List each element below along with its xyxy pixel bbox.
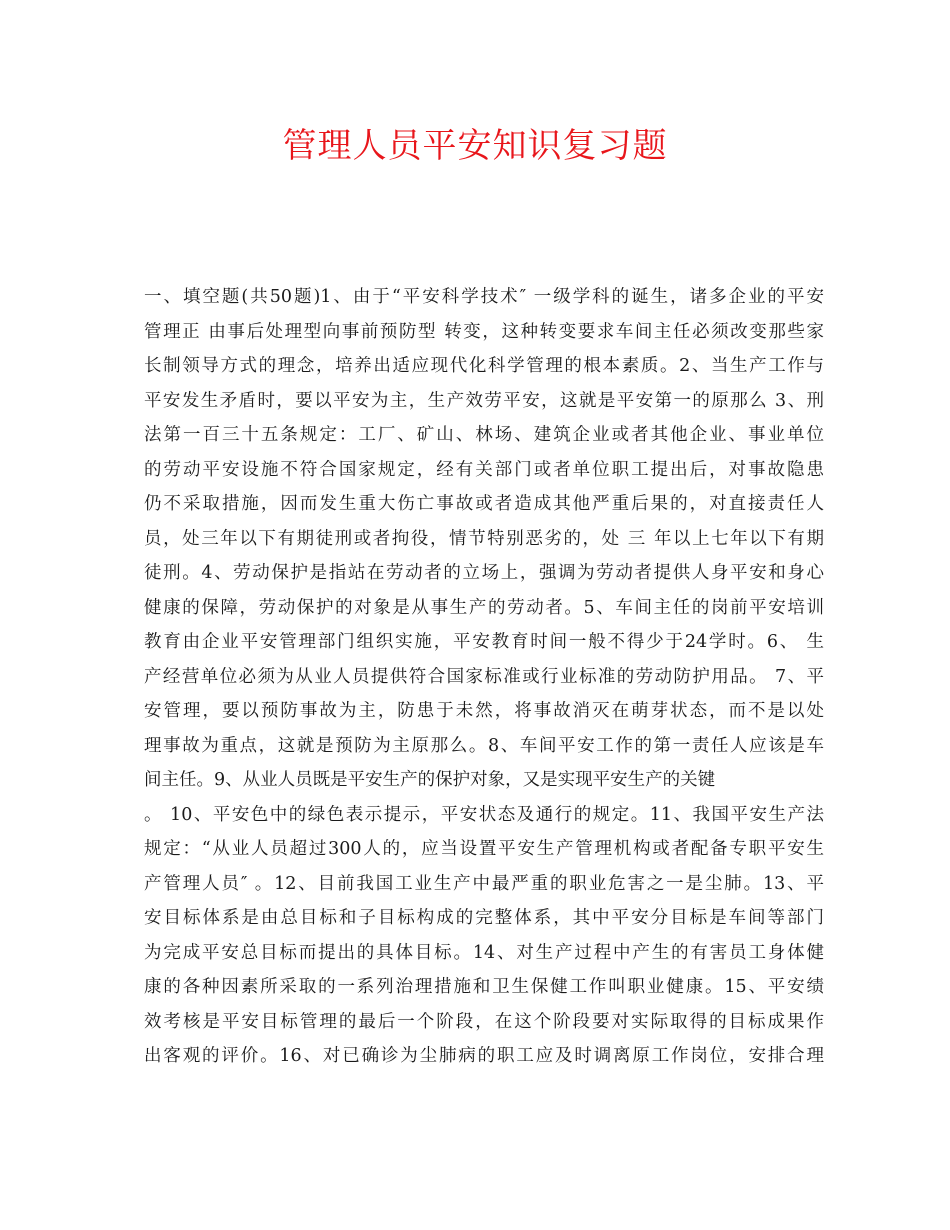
body-text-line: 出客观的评价。16、对已确诊为尘肺病的职工应及时调离原工作岗位，安排合理: [144, 1046, 824, 1066]
body-text-line: 徒刑。4、劳动保护是指站在劳动者的立场上，强调为劳动者提供人身平安和身心: [144, 563, 824, 583]
body-text-line: 。 10、平安色中的绿色表示提示，平安状态及通行的规定。11、我国平安生产法: [144, 804, 824, 825]
body-text-line: 健康的保障，劳动保护的对象是从事生产的劳动者。5、车间主任的岗前平安培训: [144, 597, 824, 618]
document-title: 管理人员平安知识复习题: [282, 126, 668, 166]
body-text-line: 一、填空题(共50题)1、由于“平安科学技术″ 一级学科的诞生，诸多企业的平安: [144, 287, 824, 307]
body-text-line: 间主任。9、从业人员既是平安生产的保护对象，又是实现平安生产的关键: [144, 770, 716, 790]
body-text-line: 康的各种因素所采取的一系列治理措施和卫生保健工作叫职业健康。15、平安绩: [144, 977, 824, 997]
body-text-line: 员，处三年以下有期徒刑或者拘役，情节特别恶劣的，处 三 年以上七年以下有期: [144, 528, 824, 549]
body-text-line: 的劳动平安设施不符合国家规定，经有关部门或者单位职工提出后，对事故隐患: [144, 459, 824, 480]
body-text-line: 管理正 由事后处理型向事前预防型 转变，这种转变要求车间主任必须改变那些家: [144, 321, 824, 342]
document-body: [144, 280, 824, 1074]
body-text-line: 产管理人员″ 。12、目前我国工业生产中最严重的职业危害之一是尘肺。13、平: [144, 873, 824, 894]
body-text-line: 法第一百三十五条规定：工厂、矿山、林场、建筑企业或者其他企业、事业单位: [144, 425, 824, 445]
body-text-line: 为完成平安总目标而提出的具体目标。14、对生产过程中产生的有害员工身体健: [144, 942, 824, 963]
body-text-line: 产经营单位必须为从业人员提供符合国家标准或行业标准的劳动防护用品。 7、平: [144, 666, 824, 687]
body-text-line: 规定：“从业人员超过300人的，应当设置平安生产管理机构或者配备专职平安生: [144, 839, 824, 859]
body-text-line: 安目标体系是由总目标和子目标构成的完整体系，其中平安分目标是车间等部门: [144, 908, 824, 928]
body-text-line: 长制领导方式的理念，培养出适应现代化科学管理的根本素质。2、当生产工作与: [144, 356, 824, 376]
body-text-line: 安管理，要以预防事故为主，防患于未然，将事故消灭在萌芽状态，而不是以处: [144, 701, 824, 721]
body-text-line: 平安发生矛盾时，要以平安为主，生产效劳平安，这就是平安第一的原那么 3、刑: [144, 390, 824, 411]
body-text-line: 理事故为重点，这就是预防为主原那么。8、车间平安工作的第一责任人应该是车: [144, 735, 824, 756]
body-text-line: 效考核是平安目标管理的最后一个阶段，在这个阶段要对实际取得的目标成果作: [144, 1011, 824, 1032]
body-text-line: 仍不采取措施，因而发生重大伤亡事故或者造成其他严重后果的，对直接责任人: [144, 494, 824, 514]
body-text-line: 教育由企业平安管理部门组织实施，平安教育时间一般不得少于24学时。6、 生: [144, 632, 824, 652]
